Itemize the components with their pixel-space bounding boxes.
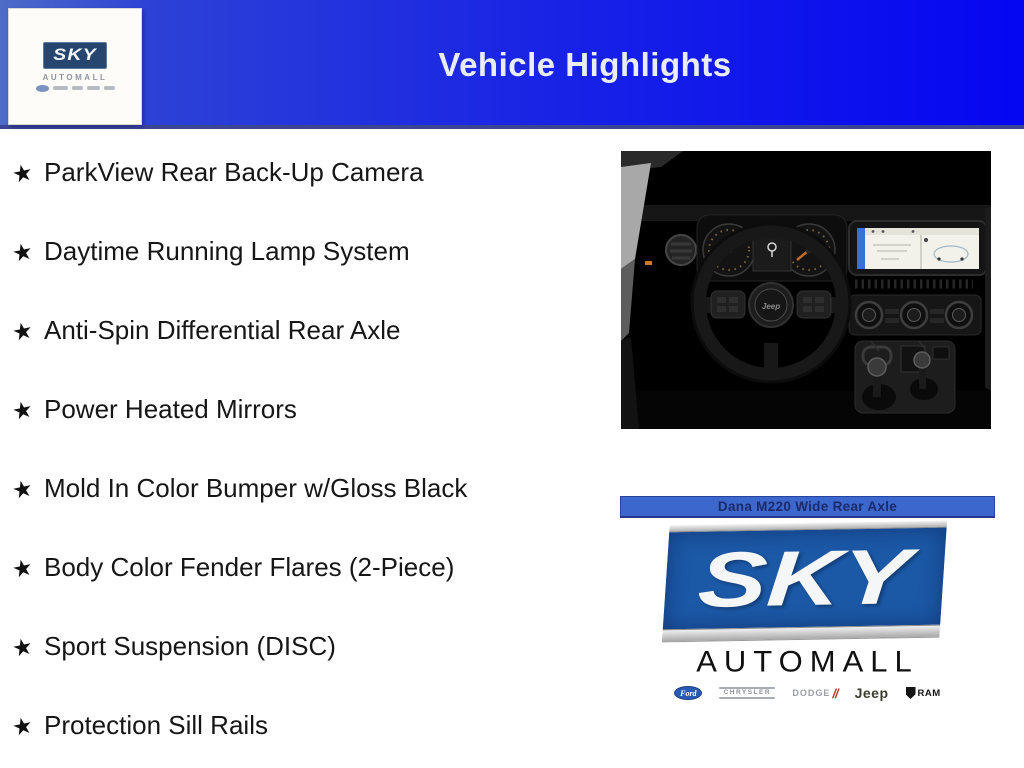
sky-logo-large <box>662 521 947 643</box>
screen-sidebar <box>857 228 865 269</box>
slab-body <box>663 528 947 630</box>
list-item <box>9 551 602 584</box>
list-item <box>9 393 602 426</box>
header-banner <box>0 0 1024 129</box>
feature-label: ParkView Rear Back-Up Camera <box>44 157 424 187</box>
page-title: Vehicle Highlights <box>438 45 732 83</box>
star-bullet-icon: ★ <box>9 711 36 742</box>
list-item <box>9 314 602 347</box>
dodge-icon <box>72 86 83 90</box>
feature-label: Anti-Spin Differential Rear Axle <box>44 315 401 345</box>
infotainment-screen <box>849 221 987 275</box>
feature-label: Power Heated Mirrors <box>44 394 297 424</box>
brand-logos-small <box>36 85 115 92</box>
brand-logos-row <box>620 683 995 703</box>
star-bullet-icon: ★ <box>9 395 36 426</box>
automall-label-large: AUTOMALL <box>696 644 919 679</box>
list-item <box>9 709 602 742</box>
chrysler-wing-bottom <box>719 697 775 699</box>
star-bullet-icon: ★ <box>9 474 36 505</box>
dodge-text: DODGE <box>792 688 831 698</box>
sky-brand-text: SKY <box>53 45 97 64</box>
automall-label-small: AUTOMALL <box>42 72 108 82</box>
star-bullet-icon: ★ <box>9 237 36 268</box>
feature-list <box>9 156 602 768</box>
dodge-logo <box>792 686 837 701</box>
ram-shield-icon <box>906 687 916 699</box>
list-item <box>9 235 602 268</box>
turn-indicator <box>645 261 652 265</box>
star-bullet-icon: ★ <box>9 158 36 189</box>
ram-logo <box>906 687 941 699</box>
ford-logo <box>674 686 702 700</box>
caption-text: Dana M220 Wide Rear Axle <box>717 499 898 514</box>
ram-text: RAM <box>917 687 941 699</box>
chrysler-icon <box>53 86 68 90</box>
ram-icon <box>104 86 115 90</box>
feature-label: Sport Suspension (DISC) <box>44 631 336 661</box>
chrysler-text: CHRYSLER <box>723 689 772 696</box>
feature-label: Mold In Color Bumper w/Gloss Black <box>44 473 468 503</box>
star-bullet-icon: ★ <box>9 553 36 584</box>
star-bullet-icon: ★ <box>9 632 36 663</box>
dodge-stripes-icon: // <box>832 685 838 701</box>
ford-icon <box>36 85 49 92</box>
dealer-logo-block <box>620 496 995 703</box>
center-console <box>855 341 955 413</box>
jeep-icon <box>87 86 100 90</box>
sky-brand-text-large: SKY <box>695 532 914 624</box>
star-bullet-icon: ★ <box>9 316 36 347</box>
photo-caption-bar <box>620 496 995 518</box>
feature-label: Protection Sill Rails <box>44 710 268 740</box>
climate-controls <box>849 295 981 335</box>
dealer-logo-small <box>8 8 142 125</box>
header-title-wrap <box>146 0 1024 129</box>
vehicle-interior-photo <box>621 151 991 429</box>
list-item <box>9 630 602 663</box>
list-item <box>9 472 602 505</box>
ford-text: Ford <box>680 688 697 698</box>
feature-label: Daytime Running Lamp System <box>44 236 410 266</box>
jeep-logo: Jeep <box>761 302 781 311</box>
feature-label: Body Color Fender Flares (2-Piece) <box>44 552 455 582</box>
chrysler-logo <box>719 687 775 699</box>
jeep-logo-text: Jeep <box>854 685 889 701</box>
list-item <box>9 156 602 189</box>
sky-logo-chip <box>43 42 107 69</box>
